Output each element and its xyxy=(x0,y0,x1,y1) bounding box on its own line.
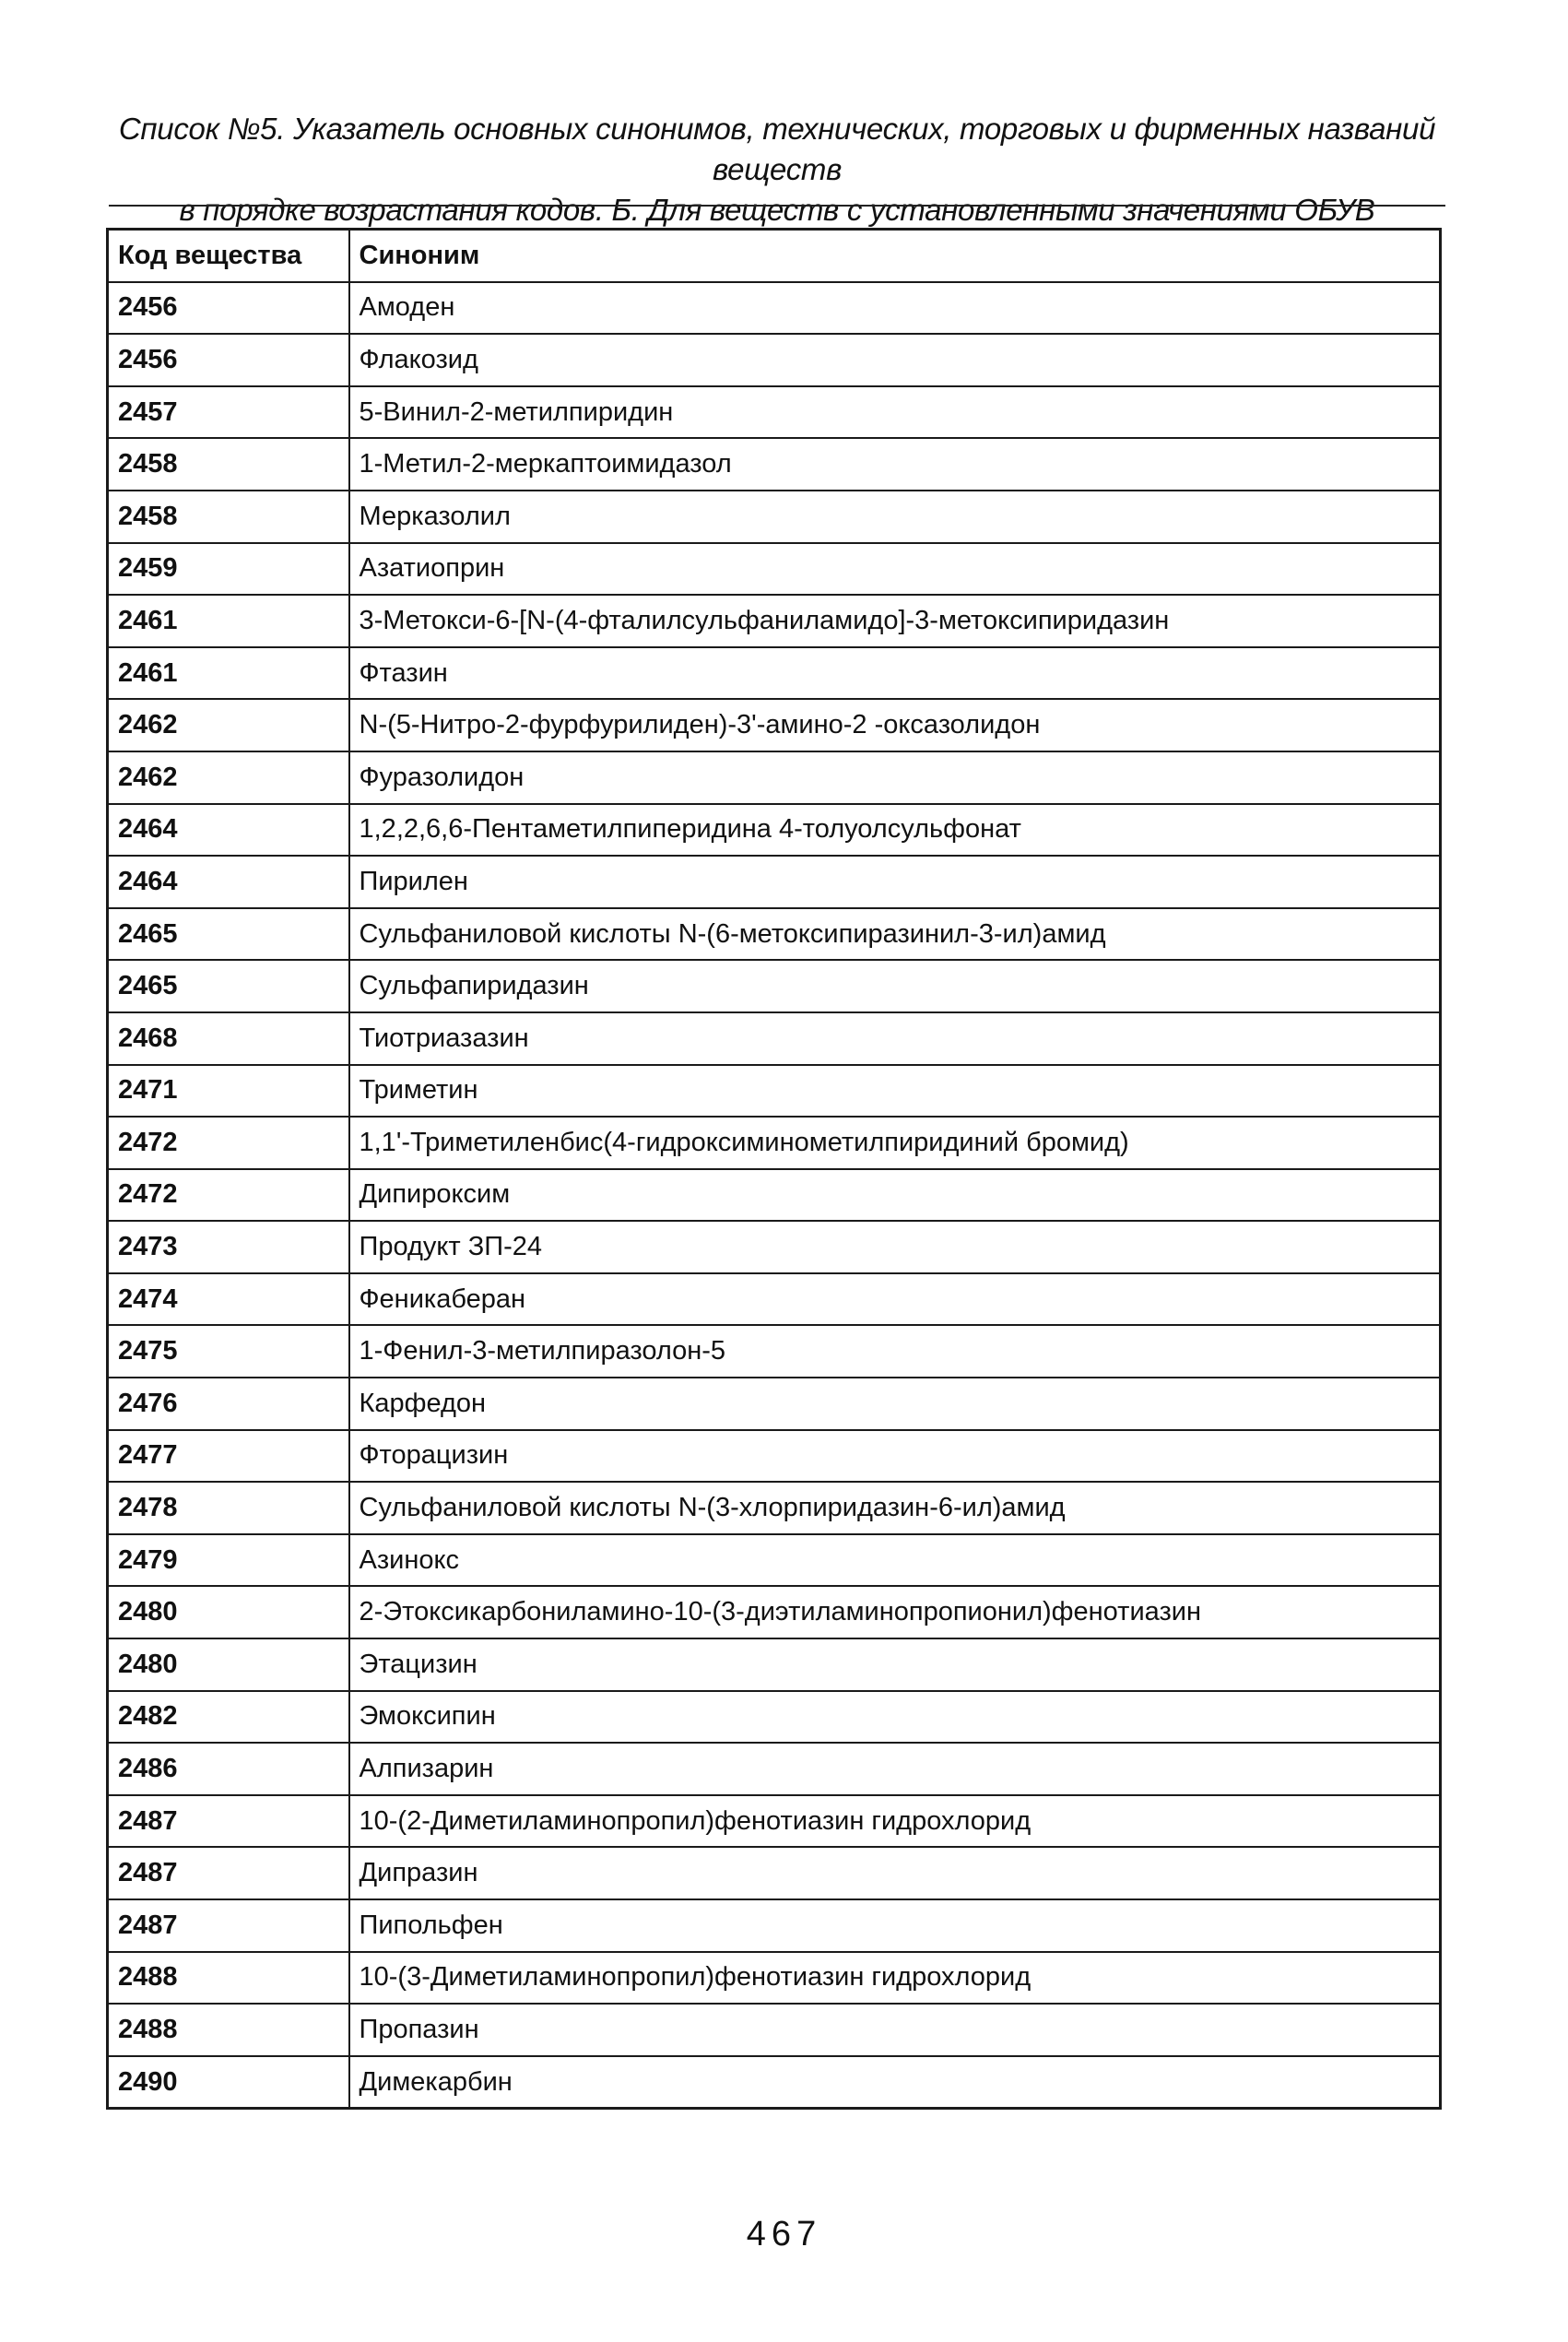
table-row xyxy=(108,282,1441,335)
table-row xyxy=(108,1430,1441,1483)
synonym-cell: Азатиоприн xyxy=(349,543,1441,596)
synonym-cell: Сульфапиридазин xyxy=(349,960,1441,1012)
substance-code-cell: 2487 xyxy=(108,1847,349,1899)
table-row xyxy=(108,1795,1441,1848)
synonym-cell: Феникаберан xyxy=(349,1273,1441,1326)
table-row xyxy=(108,647,1441,700)
substance-code-cell: 2473 xyxy=(108,1221,349,1273)
column-header-synonym: Синоним xyxy=(349,230,1441,282)
synonym-cell: 1,2,2,6,6-Пентаметилпиперидина 4-толуолсульфонат xyxy=(349,804,1441,857)
substance-code-cell: 2488 xyxy=(108,2004,349,2056)
table-row xyxy=(108,1378,1441,1430)
substance-code-cell: 2471 xyxy=(108,1065,349,1118)
table-row xyxy=(108,543,1441,596)
substance-code-cell: 2459 xyxy=(108,543,349,596)
synonym-cell: Азинокс xyxy=(349,1534,1441,1587)
substance-code-cell: 2464 xyxy=(108,804,349,857)
substance-code-cell: 2468 xyxy=(108,1012,349,1065)
synonym-cell: 1,1'-Триметиленбис(4-гидроксиминометилпиридиний бромид) xyxy=(349,1117,1441,1169)
table-body xyxy=(108,282,1441,2109)
synonym-cell: Дипразин xyxy=(349,1847,1441,1899)
substance-code-cell: 2457 xyxy=(108,386,349,439)
synonym-cell: Фторацизин xyxy=(349,1430,1441,1483)
page-number: 467 xyxy=(746,2215,822,2253)
substance-code-cell: 2487 xyxy=(108,1795,349,1848)
substance-code-cell: 2465 xyxy=(108,908,349,961)
substance-code-cell: 2474 xyxy=(108,1273,349,1326)
synonym-cell: 1-Метил-2-меркаптоимидазол xyxy=(349,438,1441,491)
substance-code-cell: 2482 xyxy=(108,1691,349,1744)
header-divider xyxy=(109,205,1445,207)
synonym-cell: Эмоксипин xyxy=(349,1691,1441,1744)
synonym-cell: Пирилен xyxy=(349,856,1441,908)
synonym-cell: Сульфаниловой кислоты N-(3-хлорпиридазин-6-ил)амид xyxy=(349,1482,1441,1534)
synonym-cell: Пропазин xyxy=(349,2004,1441,2056)
table-row xyxy=(108,386,1441,439)
substance-code-cell: 2458 xyxy=(108,491,349,543)
table-row xyxy=(108,699,1441,751)
table-row xyxy=(108,1743,1441,1795)
table-row xyxy=(108,595,1441,647)
table-row xyxy=(108,1482,1441,1534)
substance-code-cell: 2461 xyxy=(108,595,349,647)
table-row xyxy=(108,1534,1441,1587)
table-row xyxy=(108,1169,1441,1222)
synonym-cell: Алпизарин xyxy=(349,1743,1441,1795)
table-row xyxy=(108,1952,1441,2005)
synonym-cell: 10-(2-Диметиламинопропил)фенотиазин гидрохлорид xyxy=(349,1795,1441,1848)
table-row xyxy=(108,1065,1441,1118)
substance-code-cell: 2490 xyxy=(108,2056,349,2109)
table-row xyxy=(108,1847,1441,1899)
table-header-row xyxy=(108,230,1441,282)
synonym-cell: Триметин xyxy=(349,1065,1441,1118)
synonym-cell: Мерказолил xyxy=(349,491,1441,543)
table-row xyxy=(108,1691,1441,1744)
substance-code-cell: 2465 xyxy=(108,960,349,1012)
table-row xyxy=(108,1273,1441,1326)
substance-code-cell: 2478 xyxy=(108,1482,349,1534)
substance-code-cell: 2475 xyxy=(108,1325,349,1378)
substance-code-cell: 2456 xyxy=(108,282,349,335)
substance-code-cell: 2458 xyxy=(108,438,349,491)
synonym-cell: 5-Винил-2-метилпиридин xyxy=(349,386,1441,439)
substance-code-cell: 2461 xyxy=(108,647,349,700)
table-row xyxy=(108,908,1441,961)
substance-code-cell: 2456 xyxy=(108,334,349,386)
substance-code-cell: 2462 xyxy=(108,699,349,751)
substance-code-cell: 2472 xyxy=(108,1117,349,1169)
substance-code-cell: 2487 xyxy=(108,1899,349,1952)
synonym-cell: 10-(3-Диметиламинопропил)фенотиазин гидрохлорид xyxy=(349,1952,1441,2005)
synonym-cell: Фтазин xyxy=(349,647,1441,700)
column-header-code: Код вещества xyxy=(108,230,349,282)
table-row xyxy=(108,1221,1441,1273)
synonym-cell: N-(5-Нитро-2-фурфурилиден)-3'-амино-2 -оксазолидон xyxy=(349,699,1441,751)
synonym-cell: Фуразолидон xyxy=(349,751,1441,804)
table-row xyxy=(108,856,1441,908)
table-row xyxy=(108,1012,1441,1065)
synonym-cell: Тиотриазазин xyxy=(349,1012,1441,1065)
synonym-cell: Сульфаниловой кислоты N-(6-метоксипиразинил-3-ил)амид xyxy=(349,908,1441,961)
table-row xyxy=(108,2004,1441,2056)
synonym-cell: Пипольфен xyxy=(349,1899,1441,1952)
table-row xyxy=(108,2056,1441,2109)
table-row xyxy=(108,1325,1441,1378)
synonym-cell: Амоден xyxy=(349,282,1441,335)
substance-code-cell: 2477 xyxy=(108,1430,349,1483)
substance-code-cell: 2480 xyxy=(108,1586,349,1638)
synonym-cell: Дипироксим xyxy=(349,1169,1441,1222)
synonym-cell: Продукт ЗП-24 xyxy=(349,1221,1441,1273)
table-row xyxy=(108,804,1441,857)
substance-code-cell: 2462 xyxy=(108,751,349,804)
synonym-cell: Карфедон xyxy=(349,1378,1441,1430)
header-line-2: в порядке возрастания кодов. Б. Для веществ с установленными значениями ОБУВ xyxy=(179,193,1375,227)
running-header xyxy=(109,109,1445,231)
table-row xyxy=(108,334,1441,386)
header-line-1: Список №5. Указатель основных синонимов, технических, торговых и фирменных названий веществ xyxy=(118,112,1436,186)
synonym-cell: Димекарбин xyxy=(349,2056,1441,2109)
substance-code-cell: 2479 xyxy=(108,1534,349,1587)
table-row xyxy=(108,1638,1441,1691)
synonyms-table xyxy=(106,228,1442,2110)
table-row xyxy=(108,1117,1441,1169)
substance-code-cell: 2472 xyxy=(108,1169,349,1222)
synonym-cell: 1-Фенил-3-метилпиразолон-5 xyxy=(349,1325,1441,1378)
table-row xyxy=(108,960,1441,1012)
substance-code-cell: 2464 xyxy=(108,856,349,908)
table-row xyxy=(108,491,1441,543)
table-row xyxy=(108,438,1441,491)
substance-code-cell: 2480 xyxy=(108,1638,349,1691)
substance-code-cell: 2486 xyxy=(108,1743,349,1795)
synonym-cell: Этацизин xyxy=(349,1638,1441,1691)
synonym-cell: 3-Метокси-6-[N-(4-фталилсульфаниламидо]-3-метоксипиридазин xyxy=(349,595,1441,647)
substance-code-cell: 2476 xyxy=(108,1378,349,1430)
table-row xyxy=(108,1586,1441,1638)
synonyms-table-container xyxy=(106,228,1439,2110)
synonym-cell: Флакозид xyxy=(349,334,1441,386)
table-row xyxy=(108,1899,1441,1952)
substance-code-cell: 2488 xyxy=(108,1952,349,2005)
table-row xyxy=(108,751,1441,804)
synonym-cell: 2-Этоксикарбониламино-10-(3-диэтиламинопропионил)фенотиазин xyxy=(349,1586,1441,1638)
